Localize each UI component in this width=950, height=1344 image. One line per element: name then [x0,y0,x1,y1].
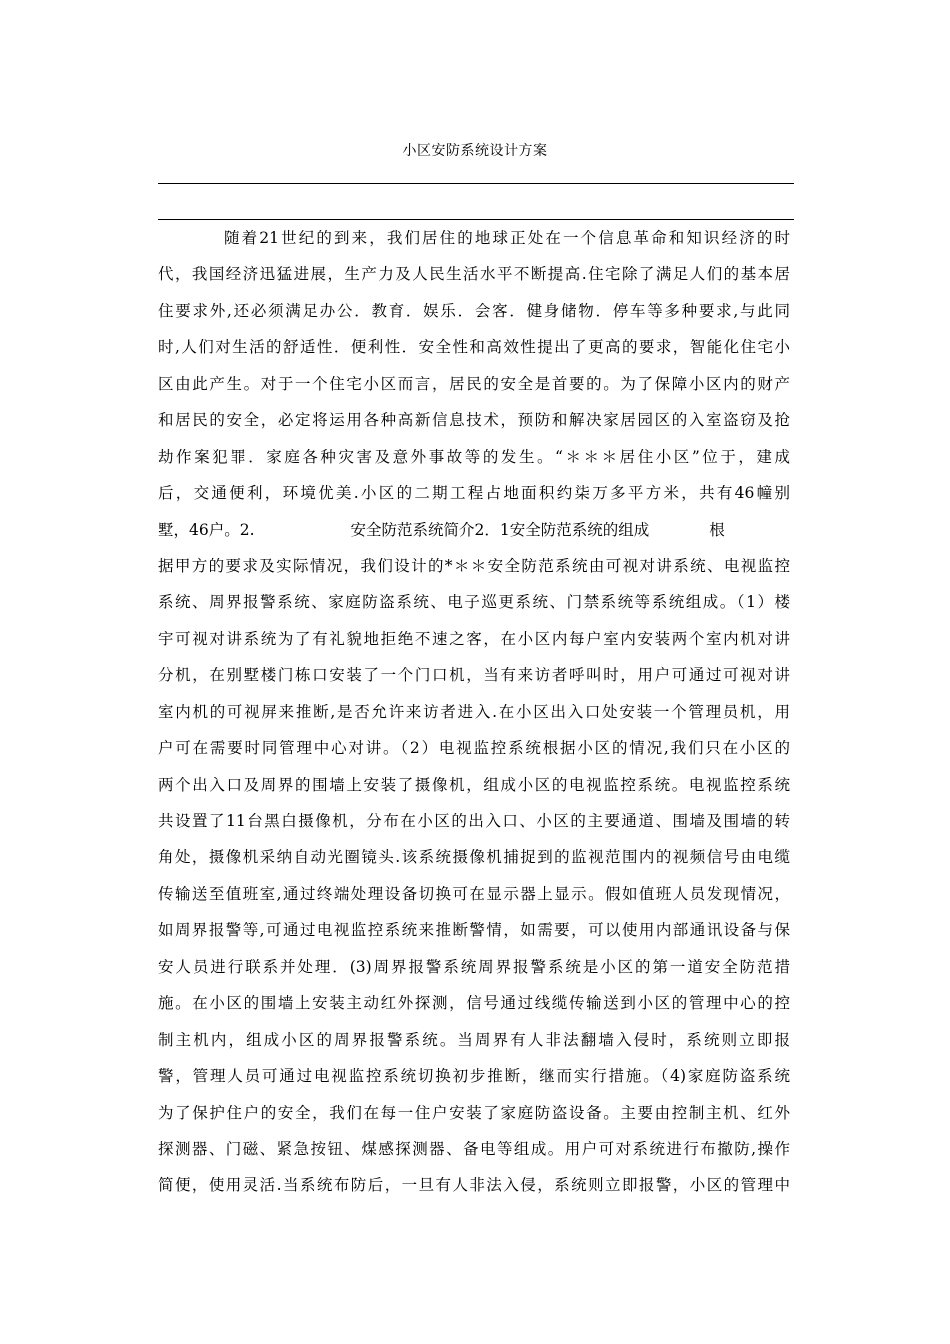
body-line: 室内机的可视屏来推断,是否允许来访者进入.在小区出入口处安装一个管理员机，用 [158,702,790,721]
body-text [158,220,790,1204]
body-line: 传输送至值班室,通过终端处理设备切换可在显示器上显示。假如值班人员发现情况， [158,884,790,903]
body-line: 随着21世纪的到来，我们居住的地球正处在一个信息革命和知识经济的时 [224,229,790,247]
body-line: 后，交通便利，环境优美.小区的二期工程占地面积约柒万多平方米，共有46幢别 [158,484,790,503]
body-line: 分机，在别墅楼门栋口安装了一个门口机，当有来访者呼叫时，用户可通过可视对讲 [158,666,790,685]
body-line: 系统、周界报警系统、家庭防盗系统、电子巡更系统、门禁系统等系统组成。（1）楼 [158,593,790,612]
document-title: 小区安防系统设计方案 [402,143,548,159]
body-line: 简便，使用灵活.当系统布防后，一旦有人非法入侵，系统则立即报警，小区的管理中 [158,1176,790,1195]
body-line: 据甲方的要求及实际情况，我们设计的*＊＊安全防范系统由可视对讲系统、电视监控 [158,556,790,575]
body-line: 为了保护住户的安全，我们在每一住户安装了家庭防盗设备。主要由控制主机、红外 [158,1103,790,1122]
body-line: 时,人们对生活的舒适性．便利性．安全性和高效性提出了更高的要求，智能化住宅小 [158,338,790,357]
body-line: 安人员进行联系并处理．(3)周界报警系统周界报警系统是小区的第一道安全防范措 [158,957,790,976]
body-line: 代，我国经济迅猛进展，生产力及人民生活水平不断提高.住宅除了满足人们的基本居 [158,265,790,284]
section-heading: 安全防范系统简介2．1安全防范系统的组成 [350,520,650,539]
body-line: 区由此产生。对于一个住宅小区而言，居民的安全是首要的。为了保障小区内的财产 [158,374,790,393]
header-rule-top [158,183,794,184]
body-line: 住要求外,还必须满足办公．教育．娱乐．会客．健身储物．停车等多种要求,与此同 [158,301,790,320]
body-line: 施。在小区的围墙上安装主动红外探测，信号通过线缆传输送到小区的管理中心的控 [158,994,790,1013]
body-line: 宇可视对讲系统为了有礼貌地拒绝不速之客，在小区内每户室内安装两个室内机对讲 [158,629,790,648]
body-line: 共设置了11台黑白摄像机，分布在小区的出入口、小区的主要通道、围墙及围墙的转 [158,812,790,830]
body-line: 劫作案犯罪．家庭各种灾害及意外事故等的发生。“＊＊＊居住小区”位于，建成 [158,447,790,466]
body-line: 户可在需要时同管理中心对讲。（2）电视监控系统根据小区的情况,我们只在小区的 [158,739,790,758]
body-line: 和居民的安全，必定将运用各种高新信息技术，预防和解决家居园区的入室盗窃及抢 [158,411,790,430]
body-line-start: 墅，46户。2. [158,520,255,539]
body-line: 警，管理人员可通过电视监控系统切换初步推断，继而实行措施。（4)家庭防盗系统 [158,1067,790,1086]
body-line: 如周界报警等,可通过电视监控系统来推断警情，如需要，可以使用内部通讯设备与保 [158,921,790,940]
body-line: 探测器、门磁、紧急按钮、煤感探测器、备电等组成。用户可对系统进行布撤防,操作 [158,1139,790,1158]
body-line: 角处，摄像机采纳自动光圈镜头.该系统摄像机捕捉到的监视范围内的视频信号由电缆 [158,848,790,867]
body-line: 制主机内，组成小区的周界报警系统。当周界有人非法翻墙入侵时，系统则立即报 [158,1030,790,1049]
body-line-end: 根 [709,520,725,539]
body-line: 两个出入口及周界的围墙上安装了摄像机，组成小区的电视监控系统。电视监控系统 [158,775,790,794]
body-line-section-heading [158,512,790,548]
